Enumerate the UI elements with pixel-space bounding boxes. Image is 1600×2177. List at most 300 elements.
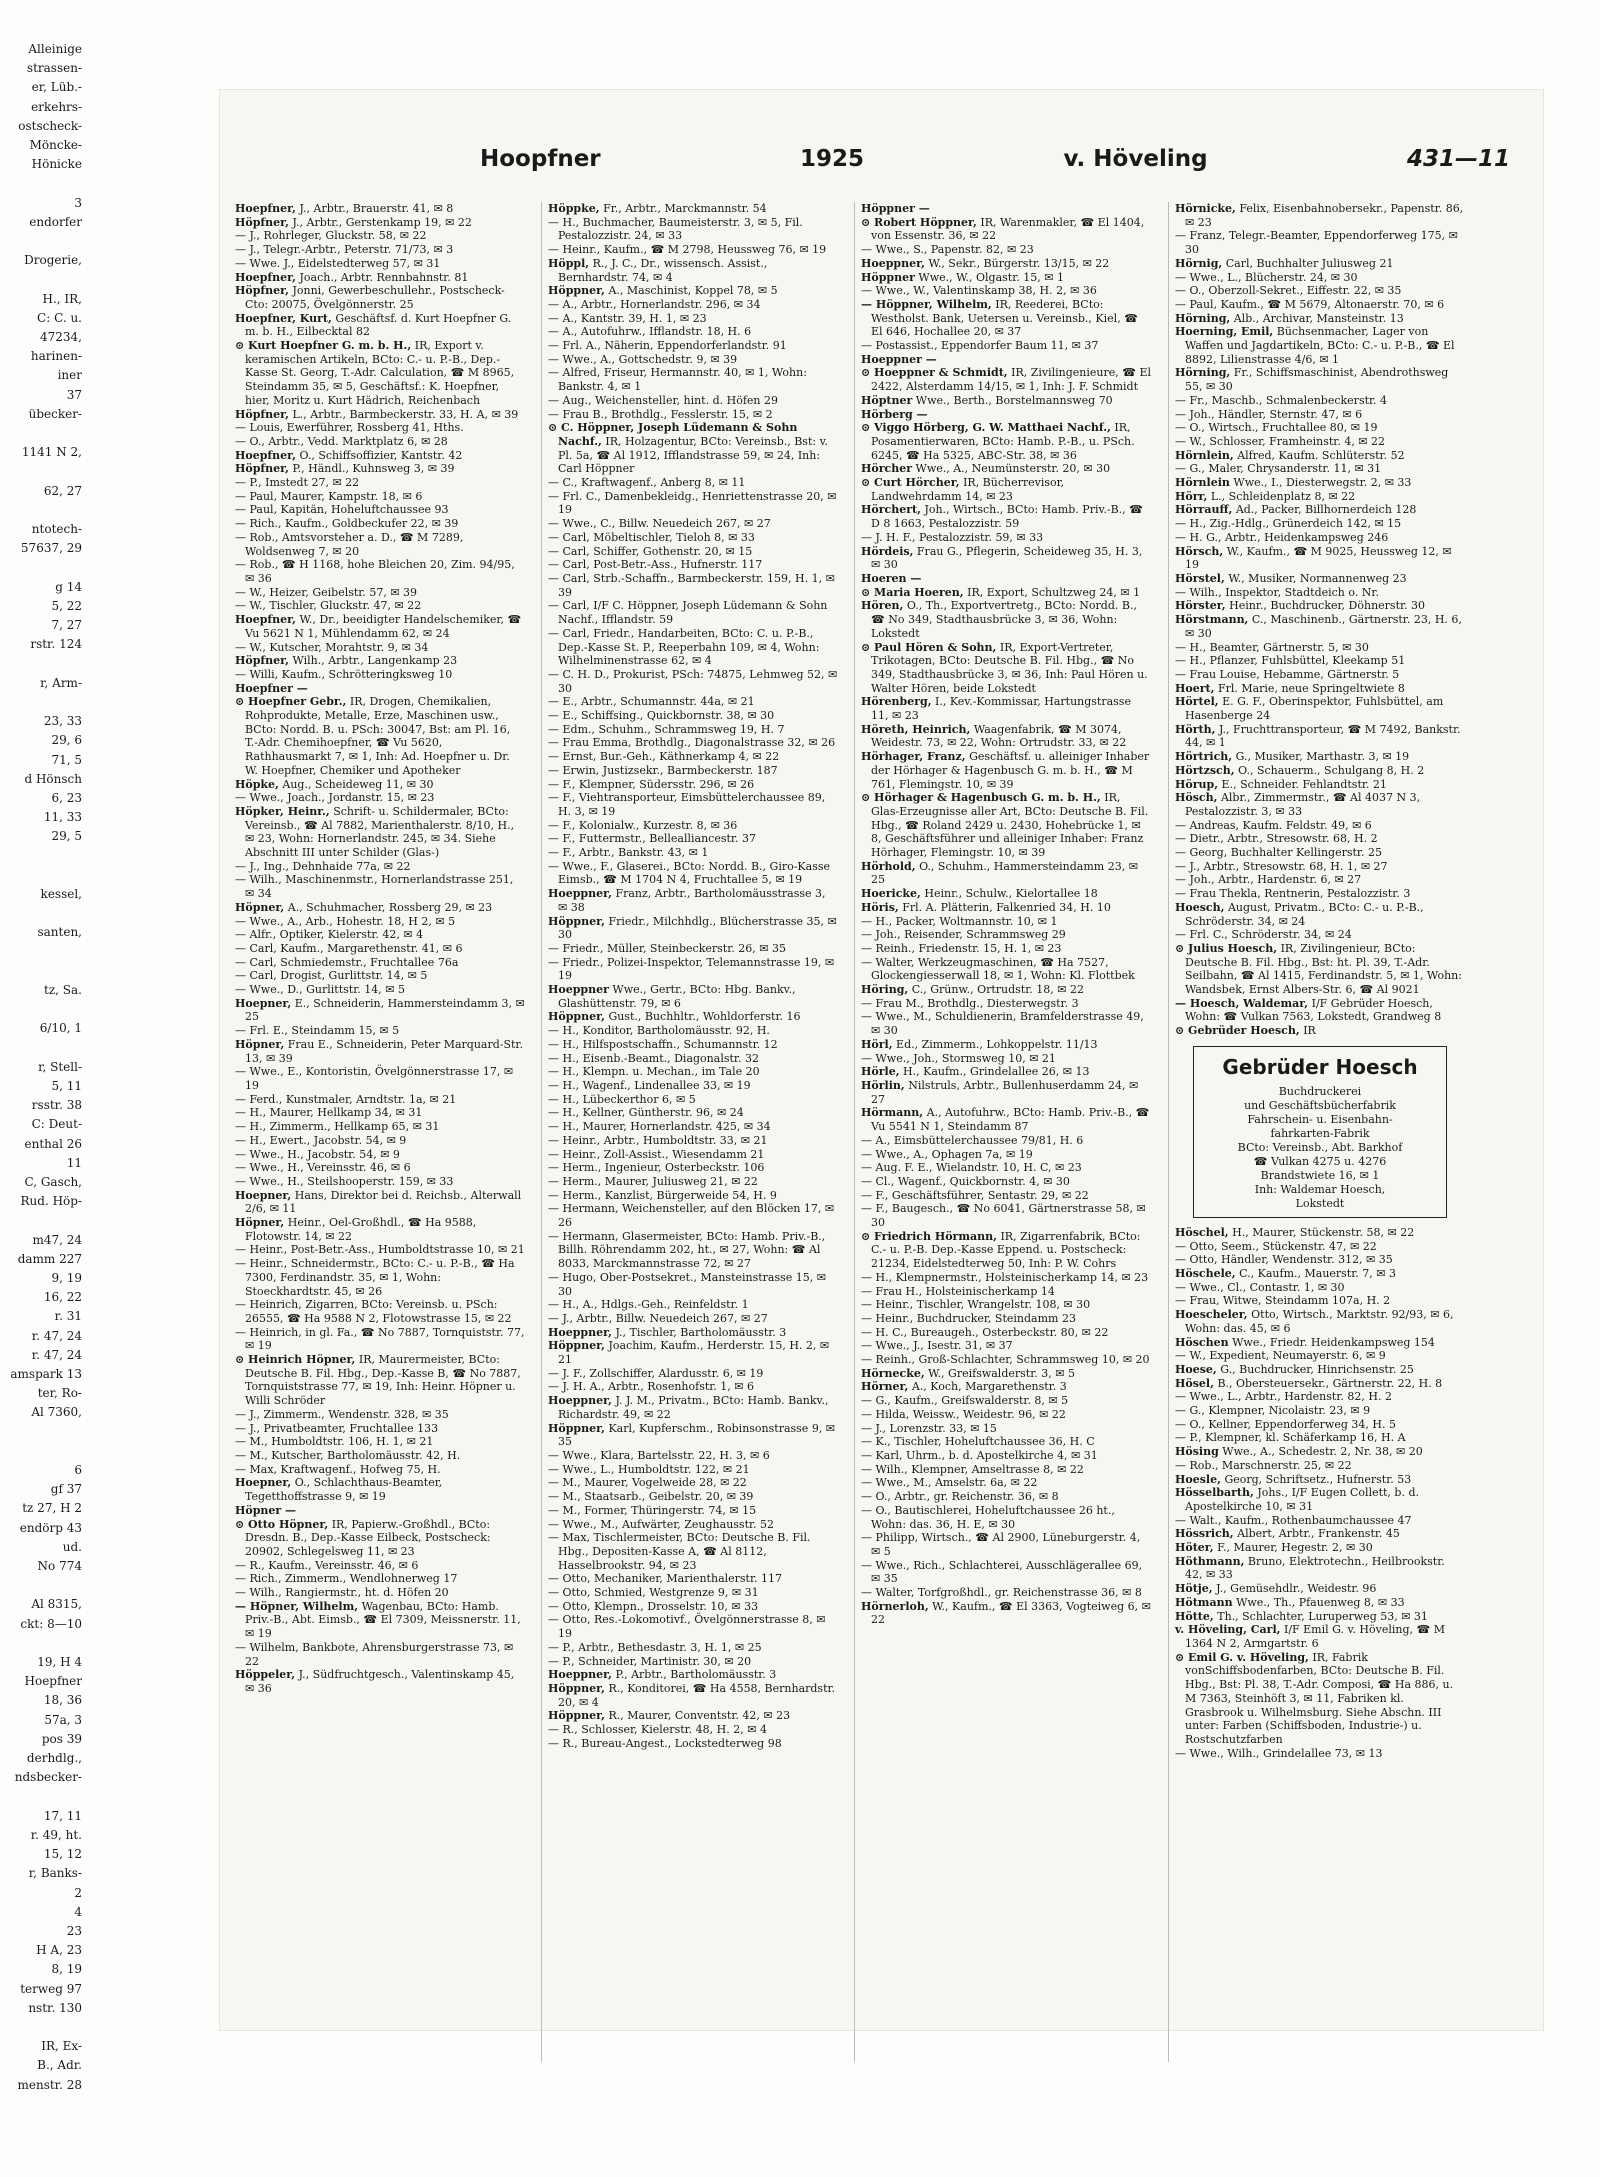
directory-entry: [861, 1559, 1151, 1586]
directory-entry: [235, 216, 525, 230]
entry-details: — O., Oberzoll-Sekret., Eiffestr. 22, ✉ 35: [1175, 284, 1402, 298]
entry-details: — J., Ing., Dehnhaide 77a, ✉ 22: [235, 859, 411, 873]
directory-entry: [1175, 490, 1465, 504]
entry-details: — J. H. A., Arbtr., Rosenhofstr. 1, ✉ 6: [548, 1380, 755, 1394]
directory-entry: [861, 408, 1151, 422]
directory-entry: [861, 1175, 1151, 1189]
adjacent-page-fragment: santen,: [37, 925, 82, 940]
entry-details: — Herm., Maurer, Juliusweg 21, ✉ 22: [548, 1174, 758, 1188]
advertisement-line: Buchdruckerei: [1278, 1084, 1362, 1098]
entry-details: — Frau Emma, Brothdlg., Diagonalstrasse 32, ✉ 26: [548, 736, 836, 750]
entry-details: — O., Arbtr., gr. Reichenstr. 36, ✉ 8: [861, 1490, 1059, 1504]
entry-details: Jonni, Gewerbeschullehr., Postscheck-Cto: 20075, Övelgönnerstr. 25: [245, 284, 505, 311]
adjacent-page-fragment: [0, 962, 82, 981]
entry-name: ⊙ Gebrüder Hoesch,: [1175, 1024, 1300, 1038]
directory-entry: [861, 1353, 1151, 1367]
adjacent-page-fragment: amspark 13: [10, 1367, 82, 1382]
entry-name: Hoeppner,: [548, 887, 612, 901]
directory-entry: [1175, 1377, 1465, 1391]
entry-details: Carl, Buchhalter Juliusweg 21: [1225, 256, 1394, 270]
entry-name: Höthmann,: [1175, 1554, 1245, 1568]
entry-details: — Heinrich, Zigarren, BCto: Vereinsb. u. PSch: 26555, ☎ Ha 9588 N 2, Flotowstrasse 15, ✉ 22: [235, 1298, 512, 1325]
directory-entry: [548, 983, 838, 1010]
directory-entry: [235, 1038, 525, 1065]
directory-entry: [861, 1463, 1151, 1477]
directory-entry: [235, 1353, 525, 1408]
entry-name: Hörnlein,: [1175, 448, 1234, 462]
directory-entry: [548, 599, 838, 626]
entry-name: v. Höveling, Carl,: [1175, 1623, 1281, 1637]
adjacent-page-fragment: 47234,: [40, 330, 82, 345]
adjacent-page-fragment: 18, 36: [43, 1693, 82, 1708]
entry-details: — Herm., Ingenieur, Osterbeckstr. 106: [548, 1161, 765, 1175]
entry-details: — Wwe., A., Gottschedstr. 9, ✉ 39: [548, 352, 738, 366]
entry-name: Hösch,: [1175, 791, 1218, 805]
directory-entry: [548, 353, 838, 367]
header-first-name: Hoopfner: [480, 146, 601, 172]
entry-details: Wilh., Arbtr., Langenkamp 23: [292, 654, 458, 668]
adjacent-page-fragment: kessel,: [40, 886, 82, 901]
directory-entry: [1175, 1514, 1465, 1528]
entry-name: Höppke,: [548, 202, 600, 215]
entry-details: — Wwe., E., Kontoristin, Övelgönnerstrasse 17, ✉ 19: [235, 1065, 514, 1092]
directory-page: [220, 90, 1543, 2030]
adjacent-page-fragment: 4: [74, 1904, 82, 1919]
directory-entry: [1175, 1555, 1465, 1582]
directory-entry: [235, 1216, 525, 1243]
entry-details: — Walter, Torfgroßhdl., gr. Reichenstrasse 36, ✉ 8: [861, 1586, 1142, 1600]
entry-details: Büchsenmacher, Lager von Waffen und Jagdartikeln, BCto: C.- u. P.-B., ☎ El 8892, Lilienstrasse 4/6, ✉ 1: [1185, 325, 1455, 366]
adjacent-page-fragment: 29, 6: [51, 733, 82, 748]
entry-details: G., Musiker, Marthastr. 3, ✉ 19: [1235, 750, 1410, 764]
entry-details: C., Maschinenb., Gärtnerstr. 23, H. 6, ✉ 30: [1185, 613, 1462, 640]
entry-details: IR, Reederei, BCto: Westholst. Bank, Uetersen u. Vereinsb., Kiel, ☎ El 646, Hochallee 20, ✉ 37: [871, 297, 1138, 339]
entry-name: Höpke,: [235, 777, 279, 791]
entry-name: ⊙ Julius Hoesch,: [1175, 941, 1278, 955]
directory-entry: [235, 421, 525, 435]
directory-entry: [548, 915, 838, 942]
directory-entry: [235, 1449, 525, 1463]
adjacent-page-fragment: [0, 1039, 82, 1058]
directory-entry: [235, 449, 525, 463]
entry-details: — Carl, Möbeltischler, Tieloh 8, ✉ 33: [548, 530, 755, 544]
adjacent-page-fragment: Al 8315,: [31, 1597, 82, 1612]
directory-entry: [861, 791, 1151, 860]
entry-name: Hoericke,: [861, 887, 921, 901]
entry-name: Hoese,: [1175, 1362, 1217, 1376]
directory-entry: [1175, 1253, 1465, 1267]
directory-entry: [235, 339, 525, 408]
directory-entry: [861, 298, 1151, 339]
directory-entry: [548, 942, 838, 956]
directory-entry: [861, 284, 1151, 298]
adjacent-page-fragment: r. 47, 24: [31, 1347, 82, 1362]
directory-entry: [548, 339, 838, 353]
directory-entry: [1175, 1747, 1465, 1761]
entry-details: — R., Bureau-Angest., Lockstedterweg 98: [548, 1736, 782, 1750]
directory-entry: [548, 1504, 838, 1518]
directory-entry: [548, 284, 838, 298]
entry-name: Hördeis,: [861, 544, 914, 558]
directory-entry: [548, 723, 838, 737]
directory-entry: [861, 860, 1151, 887]
entry-details: IR, Export, Schultzweg 24, ✉ 1: [967, 585, 1141, 599]
entry-details: — F., Viehtransporteur, Eimsbüttelerchaussee 89, H. 3, ✉ 19: [548, 791, 826, 818]
directory-entry: [235, 503, 525, 517]
directory-entry: [548, 764, 838, 778]
entry-name: Hörner,: [861, 1380, 909, 1394]
directory-entry: [235, 928, 525, 942]
directory-entry: [861, 243, 1151, 257]
entry-name: Hörnig,: [1175, 256, 1223, 270]
entry-details: O., Schauerm., Schulgang 8, H. 2: [1238, 763, 1425, 777]
adjacent-page-fragment: 15, 12: [43, 1847, 82, 1862]
entry-details: Georg, Schriftsetz., Hufnerstr. 53: [1224, 1472, 1412, 1486]
entry-details: — H., Zimmerm., Hellkamp 65, ✉ 31: [235, 1120, 440, 1134]
directory-entry: [1175, 1418, 1465, 1432]
entry-details: Frl. A. Plätterin, Falkenried 34, H. 10: [902, 900, 1111, 914]
entry-details: IR, Papierw.-Großhdl., BCto: Dresdn. B., Dep.-Kasse Eilbeck, Postscheck: 20902, Schlegelsweg 11, ✉ 23: [245, 1517, 491, 1558]
entry-details: — Wilh., Maschinenmstr., Hornerlandstrasse 251, ✉ 34: [235, 873, 514, 901]
entry-details: — Wwe., J., Isestr. 31, ✉ 37: [861, 1339, 1013, 1353]
adjacent-page-fragment: [0, 1442, 82, 1461]
entry-details: — H., Lübeckerthor 6, ✉ 5: [548, 1092, 696, 1106]
directory-entry: [548, 1065, 838, 1079]
directory-entry: [548, 887, 838, 914]
entry-name: Höring,: [861, 983, 909, 997]
directory-entry: [861, 394, 1151, 408]
directory-entry: [861, 1079, 1151, 1106]
adjacent-page-fragment: 71, 5: [51, 752, 82, 767]
adjacent-page-fragment: gf 37: [50, 1482, 82, 1497]
directory-entry: [235, 654, 525, 668]
directory-entry: [548, 832, 838, 846]
header-page-number: 431—11: [1406, 146, 1510, 172]
entry-details: Heinr., Buchdrucker, Döhnerstr. 30: [1229, 599, 1426, 613]
page-header: [250, 146, 1510, 186]
adjacent-page-fragment: [0, 655, 82, 674]
adjacent-page-fragment: strassen-: [26, 61, 82, 76]
entry-details: — Friedr., Müller, Steinbeckerstr. 26, ✉ 35: [548, 941, 786, 955]
adjacent-page-fragment: übecker-: [28, 406, 82, 421]
directory-entry: [235, 682, 525, 696]
entry-name: Hörtrich,: [1175, 750, 1233, 764]
entry-details: — Karl, Uhrm., b. d. Apostelkirche 4, ✉ 31: [861, 1448, 1098, 1462]
adjacent-page-fragment: [0, 174, 82, 193]
entry-details: — Wwe., H., Steilshooperstr. 159, ✉ 33: [235, 1174, 454, 1188]
directory-entry: [235, 1586, 525, 1600]
entry-name: Hoepfner —: [235, 681, 308, 695]
entry-details: — Wilh., Rangiermstr., ht. d. Höfen 20: [235, 1586, 449, 1600]
advertisement-line: Lokstedt: [1295, 1196, 1345, 1210]
entry-details: Waagenfabrik, ☎ M 3074, Weidestr. 73, ✉ 22, Wohn: Ortrudstr. 33, ✉ 22: [871, 722, 1127, 750]
entry-details: — Carl, Drogist, Gurlittstr. 14, ✉ 5: [235, 969, 428, 983]
header-year: 1925: [800, 146, 865, 172]
entry-details: C., Grünw., Ortrudstr. 18, ✉ 22: [911, 983, 1084, 997]
entry-details: — Frl. A., Näherin, Eppendorferlandstr. 91: [548, 339, 787, 353]
entry-details: — H., Maurer, Hellkamp 34, ✉ 31: [235, 1106, 423, 1120]
entry-details: Johs., I/F Eugen Collett, b. d. Apostelkirche 10, ✉ 31: [1185, 1486, 1419, 1513]
entry-details: — Wwe. J., Eidelstedterweg 57, ✉ 31: [235, 256, 441, 270]
directory-entry: [861, 503, 1151, 530]
directory-entry: [861, 257, 1151, 271]
advertisement-line: fahrkarten-Fabrik: [1270, 1126, 1370, 1140]
directory-entry: [235, 1476, 525, 1503]
entry-details: I/F Gebrüder Hoesch, Wohn: ☎ Vulkan 7563, Lokstedt, Grandweg 8: [1185, 996, 1442, 1024]
adjacent-page-fragment: er, Lüb.-: [31, 80, 82, 95]
entry-name: Hötte,: [1175, 1609, 1214, 1623]
directory-entry: [548, 1476, 838, 1490]
directory-entry: [1175, 1459, 1465, 1473]
entry-details: — P., Klempner, kl. Schäferkamp 16, H. A: [1175, 1431, 1406, 1445]
entry-details: Th., Schlachter, Luruperweg 53, ✉ 31: [1217, 1609, 1428, 1623]
entry-details: — H., Buchmacher, Baumeisterstr. 3, ✉ 5, Fil. Pestalozzistr. 24, ✉ 33: [548, 215, 803, 243]
directory-entry: [548, 1312, 838, 1326]
adjacent-page-fragment: ter, Ro-: [37, 1386, 82, 1401]
entry-details: Friedr., Milchhdlg., Blücherstrasse 35, ✉ 30: [558, 914, 837, 942]
directory-entry: [235, 1641, 525, 1668]
entry-details: — Frl. E., Steindamm 15, ✉ 5: [235, 1024, 400, 1038]
directory-entry: [1175, 778, 1465, 792]
directory-entry: [548, 1326, 838, 1340]
entry-name: Hörsch,: [1175, 544, 1224, 558]
adjacent-page-fragment: Al 7360,: [31, 1405, 82, 1420]
adjacent-page-fragment: ndsbecker-: [14, 1770, 82, 1785]
directory-entry: [235, 558, 525, 585]
entry-details: Hans, Direktor bei d. Reichsb., Alterwall 2/6, ✉ 11: [245, 1188, 522, 1216]
directory-entry: [548, 1709, 838, 1723]
entry-name: Hoepfner,: [235, 202, 296, 215]
entry-name: Höpner,: [235, 900, 285, 914]
entry-details: — Cl., Wagenf., Quickbornstr. 4, ✉ 30: [861, 1174, 1070, 1188]
entry-details: — Heinr., Zoll-Assist., Wiesendamm 21: [548, 1147, 765, 1161]
directory-entry: [1175, 819, 1465, 833]
entry-details: — Alfr., Optiker, Kielerstr. 42, ✉ 4: [235, 928, 424, 942]
entry-details: — F., Futtermstr., Bellealliancestr. 37: [548, 832, 756, 846]
entry-details: J. J. M., Privatm., BCto: Hamb. Bankv., Richardstr. 49, ✉ 22: [558, 1394, 829, 1421]
directory-entry: [548, 1586, 838, 1600]
directory-entry: [861, 462, 1151, 476]
entry-name: Hörning,: [1175, 366, 1231, 380]
directory-entry: [1175, 312, 1465, 326]
entry-name: Höppner —: [861, 202, 930, 215]
directory-entry: [548, 1148, 838, 1162]
adjacent-page-fragment: 37: [66, 387, 82, 402]
entry-name: — Höppner, Wilhelm,: [861, 297, 992, 311]
entry-name: Hösing: [1175, 1445, 1219, 1459]
entry-details: — Wwe., L., Blücherstr. 24, ✉ 30: [1175, 270, 1358, 284]
entry-details: — Walter, Werkzeugmaschinen, ☎ Ha 7527, Glockengiesserwall 18, ✉ 1, Wohn: Kl. Flottbek: [861, 955, 1135, 983]
entry-details: — J., Privatbeamter, Fruchtallee 133: [235, 1421, 439, 1435]
header-last-name: v. Höveling: [1063, 146, 1208, 172]
entry-details: — J., Lorenzstr. 33, ✉ 15: [861, 1421, 997, 1435]
entry-name: Hörchert,: [861, 503, 921, 517]
entry-name: Höschele,: [1175, 1267, 1236, 1280]
entry-details: I/F Emil G. v. Höveling, ☎ M 1364 N 2, Armgartstr. 6: [1185, 1623, 1445, 1650]
directory-entry: [235, 1504, 525, 1518]
entry-details: O., Schlachthaus-Beamter, Tegetthoffstrasse 9, ✉ 19: [245, 1476, 443, 1504]
directory-entry: [235, 1189, 525, 1216]
entry-details: — W., Schlosser, Framheinstr. 4, ✉ 22: [1175, 434, 1386, 448]
directory-entry: [1175, 695, 1465, 722]
entry-details: — R., Kaufm., Vereinsstr. 46, ✉ 6: [235, 1558, 419, 1572]
directory-entry: [861, 1367, 1151, 1381]
adjacent-page-fragment: H A, 23: [36, 1943, 82, 1958]
directory-entry: [1175, 860, 1465, 874]
entry-details: C., Kaufm., Mauerstr. 7, ✉ 3: [1239, 1267, 1396, 1280]
entry-name: Hörhold,: [861, 859, 916, 873]
directory-entry: [548, 572, 838, 599]
entry-details: Bruno, Elektrotechn., Heilbrookstr. 42, ✉ 33: [1185, 1554, 1445, 1582]
advertisement-line: und Geschäftsbücherfabrik: [1244, 1098, 1396, 1112]
entry-details: — Wwe., W., Valentinskamp 38, H. 2, ✉ 36: [861, 284, 1097, 298]
directory-entry: [1175, 997, 1465, 1024]
directory-entry: [1175, 531, 1465, 545]
entry-name: Hörstmann,: [1175, 613, 1249, 627]
adjacent-page-fragment: 7, 27: [51, 618, 82, 633]
directory-entry: [235, 284, 525, 311]
entry-details: — Ernst, Bur.-Geh., Käthnerkamp 4, ✉ 22: [548, 750, 780, 764]
directory-entry: [548, 243, 838, 257]
directory-entry: [548, 846, 838, 860]
entry-name: Hörup,: [1175, 777, 1219, 791]
adjacent-page-fragment: 17, 11: [43, 1808, 82, 1823]
entry-details: O., Th., Exportvertretg., BCto: Nordd. B., ☎ No 349, Stadthausbrücke 3, ✉ 36, Wohn: Lokstedt: [871, 599, 1137, 640]
entry-name: Höpfner,: [235, 215, 289, 229]
entry-details: — Carl, Post-Betr.-Ass., Hufnerstr. 117: [548, 558, 763, 572]
entry-details: — Heinr., Buchdrucker, Steindamm 23: [861, 1311, 1076, 1325]
directory-entry: [861, 750, 1151, 791]
directory-entry: [1175, 654, 1465, 668]
entry-details: E., Schneiderin, Hammersteindamm 3, ✉ 25: [245, 996, 525, 1024]
entry-name: Höppeler,: [235, 1668, 296, 1682]
entry-details: — C. H. D., Prokurist, PSch: 74875, Lehmweg 52, ✉ 30: [548, 667, 838, 695]
directory-entry: [548, 1668, 838, 1682]
directory-entry: [861, 1189, 1151, 1203]
entry-details: — Wwe., Joh., Stormsweg 10, ✉ 21: [861, 1051, 1056, 1065]
adjacent-page-fragment: [0, 501, 82, 520]
entry-details: J., Gemüsehdlr., Weidestr. 96: [1216, 1582, 1377, 1596]
directory-entry: [235, 1175, 525, 1189]
entry-details: — Rob., ☎ H 1168, hohe Bleichen 20, Zim. 94/95, ✉ 36: [235, 558, 515, 585]
entry-details: — Rob., Amtsvorsteher a. D., ☎ M 7289, Woldsenweg 7, ✉ 20: [235, 530, 464, 558]
directory-entry: [861, 1531, 1151, 1558]
adjacent-page-fragment: 57637, 29: [20, 541, 82, 556]
directory-entry: [1175, 1226, 1465, 1240]
adjacent-page-fragment: [0, 1211, 82, 1230]
directory-entry: [861, 599, 1151, 640]
directory-entry: [861, 983, 1151, 997]
entry-name: ⊙ Kurt Hoepfner G. m. b. H.,: [235, 339, 412, 353]
directory-column-3: [861, 202, 1151, 2102]
entry-details: — Alfred, Friseur, Hermannstr. 40, ✉ 1, Wohn: Bankstr. 4, ✉ 1: [548, 366, 807, 394]
directory-entry: [548, 750, 838, 764]
entry-details: — W., Tischler, Gluckstr. 47, ✉ 22: [235, 599, 422, 613]
adjacent-page-fragment: 3: [74, 195, 82, 210]
entry-name: — Höpner, Wilhelm,: [235, 1599, 359, 1613]
entry-name: Hörmann,: [861, 1106, 924, 1120]
entry-details: W., Dr., beeidigter Handelschemiker, ☎ Vu 5621 N 1, Mühlendamm 62, ✉ 24: [245, 613, 522, 640]
entry-details: — Paul, Maurer, Kampstr. 18, ✉ 6: [235, 489, 423, 503]
directory-entry: [861, 887, 1151, 901]
directory-entry: [1175, 1349, 1465, 1363]
entry-name: Höppner,: [548, 1010, 605, 1024]
directory-entry: [548, 1531, 838, 1572]
directory-column-4: [1175, 202, 1465, 2102]
entry-name: ⊙ Viggo Hörberg, G. W. Matthaei Nachf.,: [861, 421, 1111, 435]
adjacent-page-fragment: [0, 1000, 82, 1019]
adjacent-page-fragment: r. 31: [54, 1309, 82, 1324]
directory-entry: [548, 1367, 838, 1381]
entry-details: — Otto, Res.-Lokomotivf., Övelgönnerstrasse 8, ✉ 19: [548, 1613, 826, 1641]
entry-details: W., Sekr., Bürgerstr. 13/15, ✉ 22: [928, 256, 1110, 270]
adjacent-page-fragment: [0, 462, 82, 481]
entry-details: — Max, Kraftwagenf., Hofweg 75, H.: [235, 1462, 441, 1476]
entry-details: — Wwe., Wilh., Grindelallee 73, ✉ 13: [1175, 1746, 1383, 1760]
entry-details: — Rob., Marschnerstr. 25, ✉ 22: [1175, 1458, 1352, 1472]
directory-entry: [861, 1148, 1151, 1162]
directory-entry: [861, 366, 1151, 393]
entry-details: — Frau M., Brothdlg., Diesterwegstr. 3: [861, 996, 1079, 1010]
directory-entry: [1175, 1404, 1465, 1418]
entry-details: — Joh., Reisender, Schrammsweg 29: [861, 928, 1066, 942]
directory-entry: [548, 791, 838, 818]
directory-entry: [1175, 1473, 1465, 1487]
entry-details: — Otto, Mechaniker, Marienthalerstr. 117: [548, 1572, 783, 1586]
directory-entry: [548, 1490, 838, 1504]
directory-entry: [235, 1408, 525, 1422]
adjacent-page-fragment: nstr. 130: [28, 2000, 82, 2015]
directory-entry: [548, 408, 838, 422]
directory-entry: [548, 298, 838, 312]
directory-entry: [235, 901, 525, 915]
directory-entry: [548, 421, 838, 476]
entry-name: Hoeppner —: [861, 352, 937, 366]
directory-entry: [1175, 832, 1465, 846]
entry-details: — J., Rohrleger, Gluckstr. 58, ✉ 22: [235, 229, 427, 243]
directory-entry: [235, 613, 525, 640]
adjacent-page-fragment: Drogerie,: [24, 253, 82, 268]
entry-details: — Heinr., Tischler, Wrangelstr. 108, ✉ 30: [861, 1298, 1091, 1312]
entry-name: Hören,: [861, 599, 904, 613]
entry-details: — Paul, Kapitän, Hoheluftchaussee 93: [235, 503, 449, 517]
entry-name: ⊙ Hörhager & Hagenbusch G. m. b. H.,: [861, 791, 1101, 805]
entry-details: — Carl, Strb.-Schaffn., Barmbeckerstr. 159, H. 1, ✉ 39: [548, 571, 835, 599]
entry-details: — Wwe., D., Gurlittstr. 14, ✉ 5: [235, 983, 405, 997]
entry-details: IR, Warenmakler, ☎ El 1404, von Essenstr. 36, ✉ 22: [871, 215, 1145, 243]
entry-details: Heinr., Oel-Großhdl., ☎ Ha 9588, Flotowstr. 14, ✉ 22: [245, 1216, 477, 1243]
adjacent-page-fragment: 2: [74, 1885, 82, 1900]
entry-details: — P., Schneider, Martinistr. 30, ✉ 20: [548, 1654, 752, 1668]
directory-entry: [861, 695, 1151, 722]
entry-name: — Hoesch, Waldemar,: [1175, 996, 1309, 1010]
entry-details: Albr., Zimmermstr., ☎ Al 4037 N 3, Pestalozzistr. 3, ✉ 33: [1185, 791, 1421, 818]
entry-details: — M., Maurer, Vogelweide 28, ✉ 22: [548, 1476, 747, 1490]
entry-details: IR, Posamentierwaren, BCto: Hamb. P.-B., u. PSch. 6245, ☎ Ha 5325, ABC-Str. 38, ✉ 36: [871, 421, 1135, 462]
adjacent-page-fragment: iner: [57, 368, 82, 383]
entry-details: G., Buchdrucker, Hinrichsenstr. 25: [1220, 1362, 1414, 1376]
directory-entry: [235, 668, 525, 682]
entry-details: Frau E., Schneiderin, Peter Marquard-Str. 13, ✉ 39: [245, 1037, 523, 1065]
directory-entry: [548, 1106, 838, 1120]
directory-entry: [1175, 723, 1465, 750]
entry-details: — J., Arbtr., Billw. Neuedeich 267, ✉ 27: [548, 1311, 768, 1325]
directory-entry: [861, 531, 1151, 545]
directory-entry: [1175, 1445, 1465, 1459]
directory-entry: [1175, 1267, 1465, 1281]
advertisement-title: Gebrüder Hoesch: [1222, 1054, 1418, 1079]
entry-name: Hötje,: [1175, 1582, 1213, 1596]
